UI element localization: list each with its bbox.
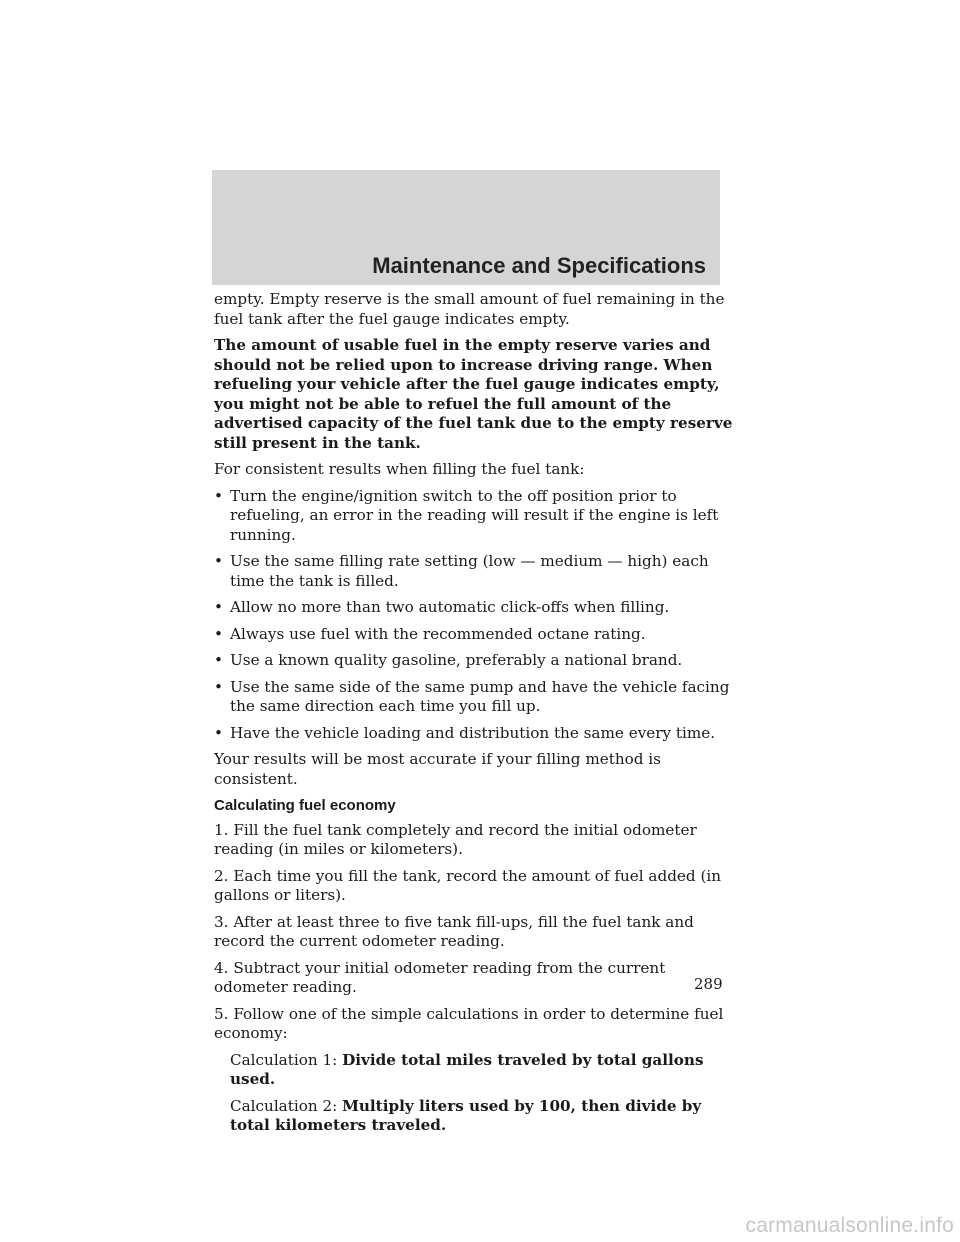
- section-header-band: [212, 170, 720, 285]
- list-item: [214, 552, 734, 591]
- list-item-text: Turn the engine/ignition switch to the off position prior to refueling, an error in the reading will result if the engine is left running.: [230, 486, 719, 544]
- page-content: [214, 290, 734, 1143]
- bullet-icon: •: [214, 552, 223, 570]
- step-item: 4. Subtract your initial odometer reading from the current odometer reading.: [214, 958, 666, 996]
- list-item: [214, 487, 734, 546]
- calculation-1-label: Calculation 1:: [230, 1050, 338, 1069]
- list-item: [214, 651, 734, 671]
- list-item: [214, 724, 734, 744]
- calculation-2-label: Calculation 2:: [230, 1096, 338, 1115]
- section-title: Maintenance and Specifications: [372, 253, 706, 278]
- paragraph-empty-reserve: empty. Empty reserve is the small amount of fuel remaining in the fuel tank after the fuel gauge indicates empty.: [214, 290, 725, 328]
- tips-list: [214, 487, 734, 744]
- page-number: 289: [694, 975, 723, 993]
- list-item: [214, 678, 734, 717]
- bullet-icon: •: [214, 677, 223, 696]
- bullet-icon: •: [214, 624, 223, 643]
- bullet-icon: •: [214, 723, 223, 742]
- calculation-1: [214, 1051, 734, 1090]
- calculation-2: [214, 1097, 734, 1136]
- list-item-text: Allow no more than two automatic click-offs when filling.: [230, 598, 670, 616]
- list-item-text: Use the same side of the same pump and have the vehicle facing the same direction each time you fill up.: [230, 677, 730, 715]
- list-item: [214, 598, 734, 618]
- list-item-text: Always use fuel with the recommended octane rating.: [230, 624, 646, 643]
- bullet-icon: •: [214, 486, 223, 505]
- calculation-2-text: Multiply liters used by 100, then divide by total kilometers traveled.: [230, 1096, 702, 1134]
- list-item-text: Use the same filling rate setting (low — medium — high) each time the tank is filled.: [230, 552, 709, 590]
- step-item: 3. After at least three to five tank fill-ups, fill the fuel tank and record the current odometer reading.: [214, 912, 694, 950]
- step-item: 5. Follow one of the simple calculations in order to determine fuel economy:: [214, 1004, 724, 1042]
- paragraph-intro: For consistent results when filling the fuel tank:: [214, 460, 585, 478]
- calculation-1-text: Divide total miles traveled by total gallons used.: [230, 1050, 704, 1088]
- step-item: 2. Each time you fill the tank, record the amount of fuel added (in gallons or liters).: [214, 866, 722, 904]
- paragraph-warning: The amount of usable fuel in the empty reserve varies and should not be relied upon to increase driving range. When refueling your vehicle after the fuel gauge indicates empty, you might not be able to refuel the full amount of the advertised capacity of the fuel tank due to the empty reserve still present in the tank.: [214, 336, 733, 452]
- list-item-text: Use a known quality gasoline, preferably a national brand.: [230, 651, 683, 669]
- list-item: [214, 625, 734, 645]
- paragraph-accuracy: Your results will be most accurate if your filling method is consistent.: [214, 750, 661, 788]
- list-item-text: Have the vehicle loading and distribution the same every time.: [230, 723, 716, 742]
- section-heading: Calculating fuel economy: [214, 797, 396, 814]
- bullet-icon: •: [214, 651, 223, 669]
- bullet-icon: •: [214, 598, 223, 616]
- step-item: 1. Fill the fuel tank completely and record the initial odometer reading (in miles or kilometers).: [214, 820, 697, 858]
- watermark: carmanualsonline.info: [745, 1214, 954, 1237]
